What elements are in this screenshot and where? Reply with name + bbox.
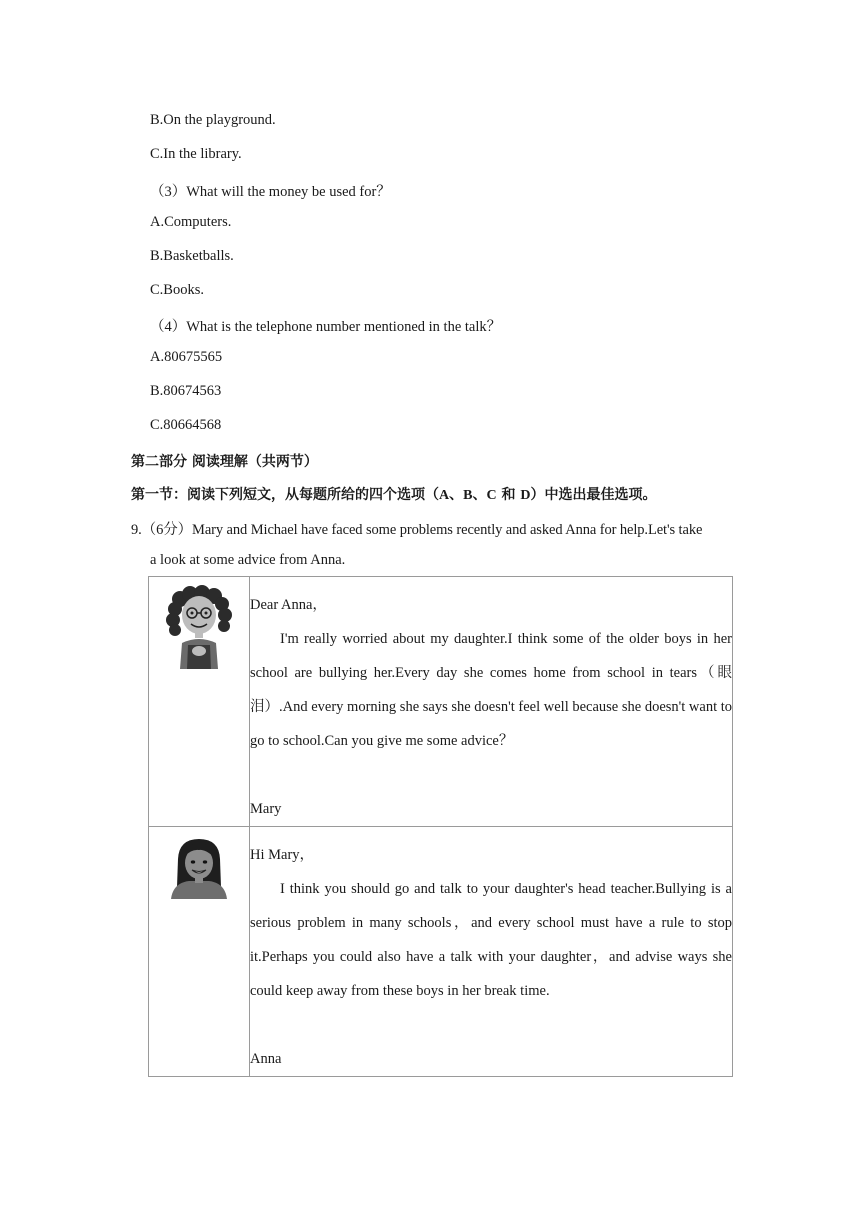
letters-table (148, 576, 733, 1077)
letter-body: I'm really worried about my daughter.I think some of the older boys in her school are bullying her.Every day she comes home from school in tears（眼泪）.And every morning she says she doesn't feel well because she doesn't want to go to school.Can you give me some advice？ (250, 631, 732, 749)
choice-d: D (520, 488, 531, 503)
option-q2-c: C.In the library. (150, 146, 242, 162)
letter-signature: Mary (250, 801, 282, 817)
option-q2-b: B.On the playground. (150, 112, 276, 128)
letter-greeting: Dear Anna， (250, 597, 327, 613)
letter-greeting: Hi Mary， (250, 847, 315, 863)
avatar-cell (149, 827, 250, 1077)
instructions-suffix: ）中选出最佳选项。 (530, 487, 657, 503)
avatar-cell (149, 577, 250, 827)
choice-c: C (486, 488, 497, 503)
part2-title: 第二部分 阅读理解（共两节） (131, 454, 318, 470)
option-q3-b: B.Basketballs. (150, 248, 234, 264)
option-q4-a: A.80675565 (150, 349, 223, 365)
letter-text-cell (250, 577, 733, 827)
question-4: （4）What is the telephone number mentioned in the talk？ (150, 319, 502, 335)
letter-signature: Anna (250, 1051, 282, 1067)
curly-haired-woman-icon (160, 585, 238, 669)
letter-row-mary (149, 577, 733, 827)
instructions-prefix: 第一节：阅读下列短文，从每题所给的四个选项（ (131, 487, 439, 503)
question-9-intro-line2: a look at some advice from Anna. (150, 552, 346, 568)
choice-b: B (463, 488, 473, 503)
separator-1: 、 (449, 487, 464, 503)
letter-body: I think you should go and talk to your daughter's head teacher.Bullying is a serious problem in many schools，and every school must have a rule to stop it.Perhaps you could also have a talk with your daughter，and advise ways she could keep away from these boys in her break time. (250, 881, 732, 999)
option-q3-c: C.Books. (150, 282, 204, 298)
and-word: 和 (496, 487, 521, 503)
choice-a: A (439, 488, 450, 503)
long-haired-woman-icon (167, 835, 231, 899)
question-9-intro-line1: 9.（6分）Mary and Michael have faced some problems recently and asked Anna for help.Let's take (131, 522, 703, 538)
separator-2: 、 (472, 487, 487, 503)
letter-row-anna (149, 827, 733, 1077)
option-q3-a: A.Computers. (150, 214, 232, 230)
option-q4-b: B.80674563 (150, 383, 222, 399)
question-3: （3）What will the money be used for？ (150, 184, 391, 200)
letter-text-cell (250, 827, 733, 1077)
option-q4-c: C.80664568 (150, 417, 222, 433)
section1-instructions (131, 484, 656, 504)
